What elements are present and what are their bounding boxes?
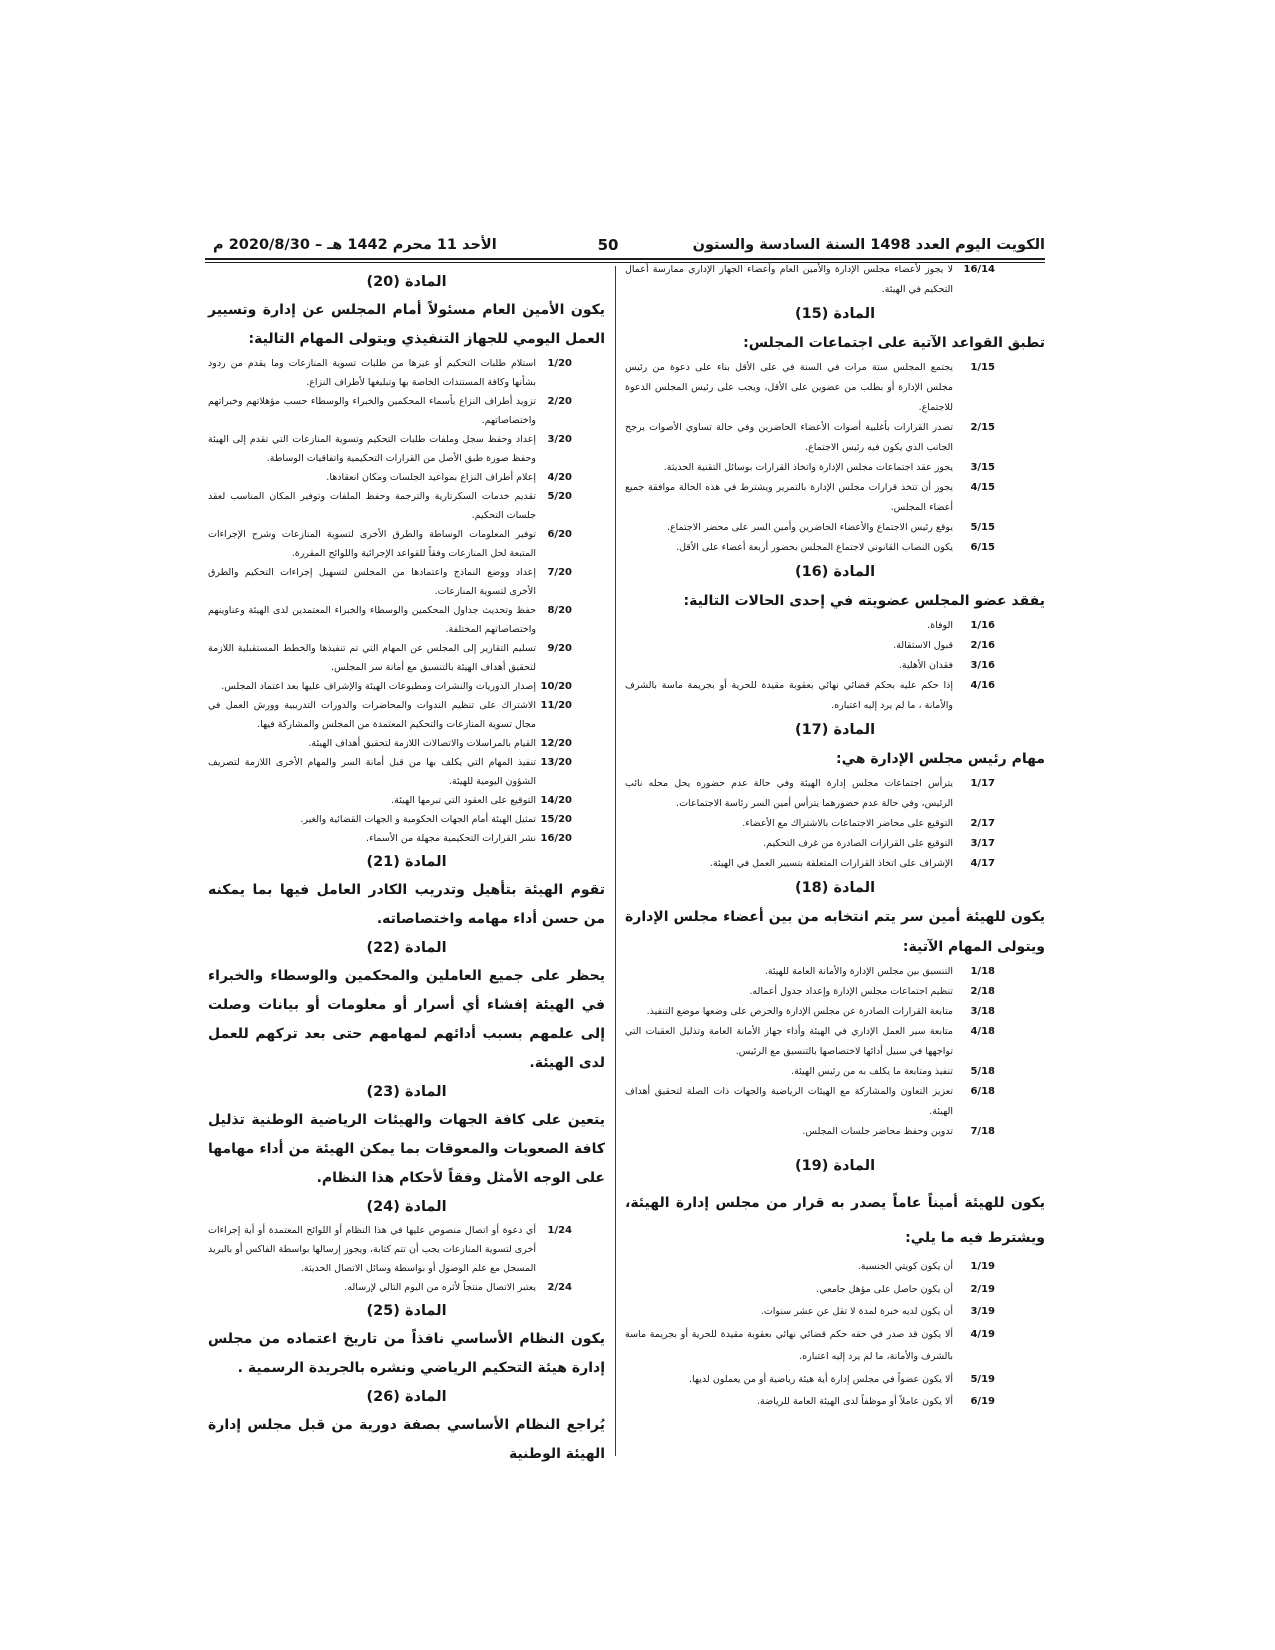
clause-number: 2/24 xyxy=(547,1282,572,1293)
clause-item xyxy=(208,677,605,696)
clause-number: 6/20 xyxy=(547,529,572,540)
clause-item xyxy=(625,616,1045,636)
clause-text: يعتبر الاتصال منتجاً لأثره من اليوم التالي لإرساله. xyxy=(344,1282,536,1293)
clause-item xyxy=(208,696,605,734)
clause-text: توفير المعلومات الوساطة والطرق الأخرى لتسوية المنازعات وشرح الإجراءات المتبعة لحل المنازعات وفقاً للقواعد الإجرائية واللوائح المقررة. xyxy=(208,529,536,559)
article-heading: المادة (21) xyxy=(366,854,447,870)
clause-item xyxy=(625,1062,1045,1082)
article-section xyxy=(625,1152,1045,1414)
article-lead: يكون الأمين العام مسئولاً أمام المجلس عن إدارة وتسيير العمل اليومي للجهاز التنفيذي ويتولى المهام التالية: xyxy=(208,302,605,347)
right-column xyxy=(625,260,1045,1414)
article-lead: يكون النظام الأساسي نافذاً من تاريخ اعتماده من مجلس إدارة هيئة التحكيم الرياضي ونشره بالجريدة الرسمية . xyxy=(208,1331,605,1376)
clause-text: ألا يكون عاملاً أو موظفاً لدى الهيئة العامة للرياضة. xyxy=(756,1396,953,1407)
clause-item xyxy=(625,518,1045,538)
clause-item xyxy=(625,458,1045,478)
clause-item xyxy=(208,468,605,487)
clause-item xyxy=(625,814,1045,834)
clause-text: ألا يكون قد صدر في حقه حكم قضائي نهائي بعقوبة مقيدة للحرية أو بجريمة ماسة بالشرف والأمانة، ما لم يرد إليه اعتباره. xyxy=(625,1328,953,1362)
clause-number: 13/20 xyxy=(540,757,572,768)
clause-item xyxy=(208,829,605,848)
clause-item xyxy=(625,1301,1045,1324)
clause-number: 3/16 xyxy=(970,660,995,671)
clause-number: 7/20 xyxy=(547,567,572,578)
article-heading: المادة (15) xyxy=(794,306,876,322)
article-section xyxy=(208,1193,605,1297)
article-lead: يحظر على جميع العاملين والمحكمين والوسطاء والخبراء في الهيئة إفشاء أي أسرار أو معلومات أو بيانات وصلت إلى علمهم بسبب أدائهم لمهامهم حتى بعد تركهم للعمل لدى الهيئة. xyxy=(208,968,605,1071)
clause-text: قبول الاستقالة. xyxy=(893,640,953,651)
clause-item xyxy=(208,639,605,677)
clause-item xyxy=(208,810,605,829)
clause-item xyxy=(625,260,1045,300)
clause-number: 16/20 xyxy=(540,833,572,844)
clause-number: 3/15 xyxy=(970,462,995,473)
clause-text: يجتمع المجلس ستة مرات في السنة في على الأقل بناء على دعوة من رئيس مجلس الإدارة أو بطلب من عضوين على الأقل، ويجب على رئيس المجلس الدعوة للاجتماع. xyxy=(625,362,953,413)
clause-number: 1/16 xyxy=(970,620,995,631)
article-section xyxy=(208,848,605,934)
article-section xyxy=(208,1078,605,1193)
clause-item xyxy=(208,525,605,563)
clause-text: أن يكون حاصل على مؤهل جامعي. xyxy=(816,1283,953,1295)
clause-item xyxy=(208,1221,605,1278)
clause-text: التنسيق بين مجلس الإدارة والأمانة العامة للهيئة. xyxy=(764,966,953,977)
clause-item xyxy=(208,791,605,810)
clause-number: 4/20 xyxy=(547,472,572,483)
clause-text: أي دعوة أو اتصال منصوص عليها في هذا النظام أو اللوائح المعتمدة أو أية إجراءات أخرى لتسوية المنازعات يجب أن تتم كتابة، ويجوز إرسالها بواسطة الفاكس أو بالبريد المسجل مع علم الوصول أو بواسطة وسائل الاتصال الحديثة. xyxy=(208,1225,536,1274)
clause-item xyxy=(625,1324,1045,1369)
clause-item xyxy=(208,430,605,468)
page-header xyxy=(205,235,1045,257)
clause-number: 5/15 xyxy=(970,522,995,533)
article-heading: المادة (24) xyxy=(366,1199,447,1215)
clause-number: 10/20 xyxy=(540,681,572,692)
article-lead: يفقد عضو المجلس عضويته في إحدى الحالات التالية: xyxy=(683,593,1045,609)
clause-number: 2/18 xyxy=(970,986,995,997)
clause-item xyxy=(625,1122,1045,1142)
clause-text: إعداد وحفظ سجل وملفات طلبات التحكيم وتسوية المنازعات التي تقدم إلى الهيئة وحفظ صورة طبق الأصل من القرارات التحكيمية واتفاقيات الوساطة. xyxy=(208,434,536,464)
article-heading: المادة (18) xyxy=(794,880,876,896)
clause-item xyxy=(625,1002,1045,1022)
article-section xyxy=(208,934,605,1078)
clause-text: تدوين وحفظ محاضر جلسات المجلس. xyxy=(802,1126,953,1137)
clause-number: 16/14 xyxy=(963,264,995,275)
clause-text: إعداد ووضع النماذج واعتمادها من المجلس لتسهيل إجراءات التحكيم والطرق الأخرى لتسوية المنازعات. xyxy=(208,567,536,597)
article-heading: المادة (22) xyxy=(366,940,447,956)
clause-number: 2/20 xyxy=(547,396,572,407)
article-section xyxy=(208,1383,605,1469)
clause-text: تنفيذ ومتابعة ما يكلف به من رئيس الهيئة. xyxy=(791,1066,953,1077)
clause-item xyxy=(625,656,1045,676)
article-heading: المادة (16) xyxy=(794,564,876,580)
clause-text: تمثيل الهيئة أمام الجهات الحكومية و الجهات القضائية والغير. xyxy=(300,814,536,825)
article-heading: المادة (17) xyxy=(794,722,876,738)
clause-item xyxy=(208,563,605,601)
clause-number: 1/17 xyxy=(970,778,995,789)
clause-number: 4/17 xyxy=(970,858,995,869)
clause-item xyxy=(208,601,605,639)
clause-number: 5/20 xyxy=(547,491,572,502)
clause-text: تزويد أطراف النزاع بأسماء المحكمين والخبراء والوسطاء حسب مؤهلاتهم وخبراتهم واختصاصاتهم. xyxy=(208,396,536,426)
clause-text: متابعة سير العمل الإداري في الهيئة وأداء جهاز الأمانة العامة وتذليل العقبات التي تواجهها في سبيل أدائها لاختصاصها بالتنسيق مع الرئيس. xyxy=(625,1026,953,1057)
clause-text: القيام بالمراسلات والاتصالات اللازمة لتحقيق أهداف الهيئة. xyxy=(308,738,536,749)
clause-text: تعزيز التعاون والمشاركة مع الهيئات الرياضية والجهات ذات الصلة لتحقيق أهداف الهيئة. xyxy=(625,1086,953,1117)
column-divider xyxy=(615,266,616,1456)
clause-item xyxy=(625,1256,1045,1279)
clause-number: 14/20 xyxy=(540,795,572,806)
clause-number: 6/18 xyxy=(970,1086,995,1097)
clause-text: إذا حكم عليه بحكم قضائي نهائي بعقوبة مقيدة للحرية أو بجريمة ماسة بالشرف والأمانة ، ما لم يرد إليه اعتباره. xyxy=(625,680,953,711)
clause-item xyxy=(625,774,1045,814)
clause-text: الاشتراك على تنظيم الندوات والمحاضرات والدورات التدريبية وورش العمل في مجال تسوية المنازعات والتحكيم المعتمدة من المجلس والمشاركة فيها. xyxy=(208,700,536,730)
clause-item xyxy=(625,1369,1045,1392)
clause-item xyxy=(625,636,1045,656)
article-lead: يكون للهيئة أميناً عاماً يصدر به قرار من مجلس إدارة الهيئة، ويشترط فيه ما يلي: xyxy=(625,1195,1045,1246)
clause-text: يكون النصاب القانوني لاجتماع المجلس بحضور أربعة أعضاء على الأقل. xyxy=(676,542,953,553)
clause-number: 1/24 xyxy=(547,1225,572,1236)
clause-item xyxy=(208,1278,605,1297)
clause-number: 2/17 xyxy=(970,818,995,829)
clause-number: 15/20 xyxy=(540,814,572,825)
clause-item xyxy=(625,478,1045,518)
clause-text: حفظ وتحديث جداول المحكمين والوسطاء والخبراء المعتمدين لدى الهيئة وعناوينهم واختصاصاتهم المختلفة. xyxy=(208,605,536,635)
clause-text: يوقع رئيس الاجتماع والأعضاء الحاضرين وأمين السر على محضر الاجتماع. xyxy=(666,522,953,533)
clause-number: 5/19 xyxy=(970,1373,995,1385)
clause-number: 7/18 xyxy=(970,1126,995,1137)
clause-item xyxy=(625,854,1045,874)
clause-text: تقديم خدمات السكرتارية والترجمة وحفظ الملفات وتوفير المكان المناسب لعقد جلسات التحكيم. xyxy=(208,491,536,521)
clause-text: تسليم التقارير إلى المجلس عن المهام التي تم تنفيذها والخطط المستقبلية اللازمة لتحقيق أهداف الهيئة بالتنسيق مع أمانة سر المجلس. xyxy=(208,643,536,673)
clause-text: نشر القرارات التحكيمية مجهلة من الأسماء. xyxy=(366,833,536,844)
clause-text: لا يجوز لأعضاء مجلس الإدارة والأمين العام وأعضاء الجهاز الإداري ممارسة أعمال التحكيم في الهيئة. xyxy=(625,264,953,295)
clause-text: الإشراف على اتخاذ القرارات المتعلقة بتسيير العمل في الهيئة. xyxy=(709,858,953,869)
article-heading: المادة (23) xyxy=(366,1084,447,1100)
article-section xyxy=(625,300,1045,558)
clause-number: 6/19 xyxy=(970,1396,995,1407)
article-heading: المادة (25) xyxy=(366,1303,447,1319)
clause-item xyxy=(625,676,1045,716)
article-section xyxy=(208,268,605,848)
gazette-issue-info: الكويت اليوم العدد 1498 السنة السادسة والستون xyxy=(692,237,1045,253)
article-heading: المادة (26) xyxy=(366,1389,447,1405)
clause-text: ألا يكون عضواً في مجلس إدارة أية هيئة رياضية أو من يعملون لديها. xyxy=(688,1373,953,1385)
page-number: 50 xyxy=(597,236,619,254)
clause-item xyxy=(625,418,1045,458)
clause-number: 1/18 xyxy=(970,966,995,977)
clause-text: يجوز عقد اجتماعات مجلس الإدارة واتخاذ القرارات بوسائل التقنية الحديثة. xyxy=(663,462,953,473)
article-section xyxy=(625,874,1045,1142)
article-lead: يتعين على كافة الجهات والهيئات الرياضية الوطنية تذليل كافة الصعوبات والمعوقات بما يمكن الهيئة من أداء مهامها على الوجه الأمثل وفقاً لأحكام هذا النظام. xyxy=(208,1112,605,1186)
article-section xyxy=(208,1297,605,1383)
clause-number: 5/18 xyxy=(970,1066,995,1077)
clause-item xyxy=(625,358,1045,418)
clause-number: 6/15 xyxy=(970,542,995,553)
clause-text: الوفاة. xyxy=(927,620,953,631)
article-lead: تقوم الهيئة بتأهيل وتدريب الكادر العامل فيها بما يمكنه من حسن أداء مهامه واختصاصاته. xyxy=(208,882,605,927)
article-lead: يكون للهيئة أمين سر يتم انتخابه من بين أعضاء مجلس الإدارة ويتولى المهام الآتية: xyxy=(625,909,1045,955)
clause-text: أن يكون لديه خبرة لمدة لا تقل عن عشر سنوات. xyxy=(760,1306,953,1317)
clause-text: تصدر القرارات بأغلبية أصوات الأعضاء الحاضرين وفي حالة تساوي الأصوات يرجح الجانب الذي يكون فيه رئيس الاجتماع. xyxy=(625,422,953,453)
clause-text: إعلام أطراف النزاع بمواعيد الجلسات ومكان انعقادها. xyxy=(326,472,536,483)
clause-number: 1/19 xyxy=(970,1261,995,1272)
clause-item xyxy=(625,538,1045,558)
clause-text: التوقيع على القرارات الصادرة من غرف التحكيم. xyxy=(763,838,953,849)
clause-text: استلام طلبات التحكيم أو غيرها من طلبات تسوية المنازعات وما يقدم من ردود بشأنها وكافة المستندات الخاصة بها وتبليغها لأطراف النزاع. xyxy=(208,358,536,388)
article-section xyxy=(625,716,1045,874)
article-lead: يُراجع النظام الأساسي بصفة دورية من قبل مجلس إدارة الهيئة الوطنية xyxy=(208,1417,605,1462)
clause-number: 9/20 xyxy=(547,643,572,654)
clause-item xyxy=(625,1082,1045,1122)
clause-item xyxy=(625,1391,1045,1414)
article-lead: تطبق القواعد الآتية على اجتماعات المجلس: xyxy=(743,335,1045,351)
clause-item xyxy=(208,392,605,430)
left-column xyxy=(208,268,605,1469)
clause-number: 2/15 xyxy=(970,422,995,433)
issue-date: الأحد 11 محرم 1442 هـ – 2020/8/30 م xyxy=(213,237,497,253)
clause-number: 3/20 xyxy=(547,434,572,445)
clause-number: 1/15 xyxy=(970,362,995,373)
clause-item xyxy=(625,1022,1045,1062)
clause-text: إصدار الدوريات والنشرات ومطبوعات الهيئة والإشراف عليها بعد اعتماد المجلس. xyxy=(221,681,536,692)
clause-number: 2/19 xyxy=(970,1283,995,1295)
clause-item xyxy=(625,1279,1045,1302)
article-heading: المادة (20) xyxy=(366,274,447,290)
clause-number: 4/18 xyxy=(970,1026,995,1037)
article-lead: مهام رئيس مجلس الإدارة هي: xyxy=(835,751,1045,767)
clause-number: 4/15 xyxy=(970,482,995,493)
clause-text: أن يكون كويتي الجنسية. xyxy=(857,1261,953,1272)
clause-text: يجوز أن تتخذ قرارات مجلس الإدارة بالتمرير ويشترط في هذه الحالة موافقة جميع أعضاء المجلس. xyxy=(625,482,953,513)
clause-text: تنفيذ المهام التي يكلف بها من قبل أمانة السر والمهام الأخرى اللازمة لتصريف الشؤون اليومية للهيئة. xyxy=(208,757,536,787)
clause-item xyxy=(625,962,1045,982)
clause-item xyxy=(208,354,605,392)
clause-number: 1/20 xyxy=(547,358,572,369)
article-heading: المادة (19) xyxy=(794,1158,876,1174)
clause-number: 8/20 xyxy=(547,605,572,616)
clause-item xyxy=(625,834,1045,854)
clause-number: 3/18 xyxy=(970,1006,995,1017)
clause-number: 4/16 xyxy=(970,680,995,691)
article-section xyxy=(625,558,1045,716)
clause-item xyxy=(208,753,605,791)
clause-number: 11/20 xyxy=(540,700,572,711)
article-section xyxy=(625,260,1045,300)
clause-item xyxy=(208,487,605,525)
clause-item xyxy=(625,982,1045,1002)
clause-text: متابعة القرارات الصادرة عن مجلس الإدارة والحرص على وضعها موضع التنفيذ. xyxy=(646,1006,953,1017)
clause-item xyxy=(208,734,605,753)
clause-text: التوقيع على محاضر الاجتماعات بالاشتراك مع الأعضاء. xyxy=(742,818,953,829)
clause-text: يترأس اجتماعات مجلس إدارة الهيئة وفي حالة عدم حضوره يحل محله نائب الرئيس، وفي حالة عدم حضورهما يترأس أمين السر رئاسة الاجتماعات. xyxy=(625,778,953,809)
clause-text: فقدان الأهلية. xyxy=(898,660,953,671)
clause-number: 3/19 xyxy=(970,1306,995,1317)
clause-number: 4/19 xyxy=(970,1328,995,1340)
clause-number: 3/17 xyxy=(970,838,995,849)
clause-number: 2/16 xyxy=(970,640,995,651)
clause-number: 12/20 xyxy=(540,738,572,749)
clause-text: تنظيم اجتماعات مجلس الإدارة وإعداد جدول أعماله. xyxy=(749,986,953,997)
clause-text: التوقيع على العقود التي تبرمها الهيئة. xyxy=(391,795,536,806)
